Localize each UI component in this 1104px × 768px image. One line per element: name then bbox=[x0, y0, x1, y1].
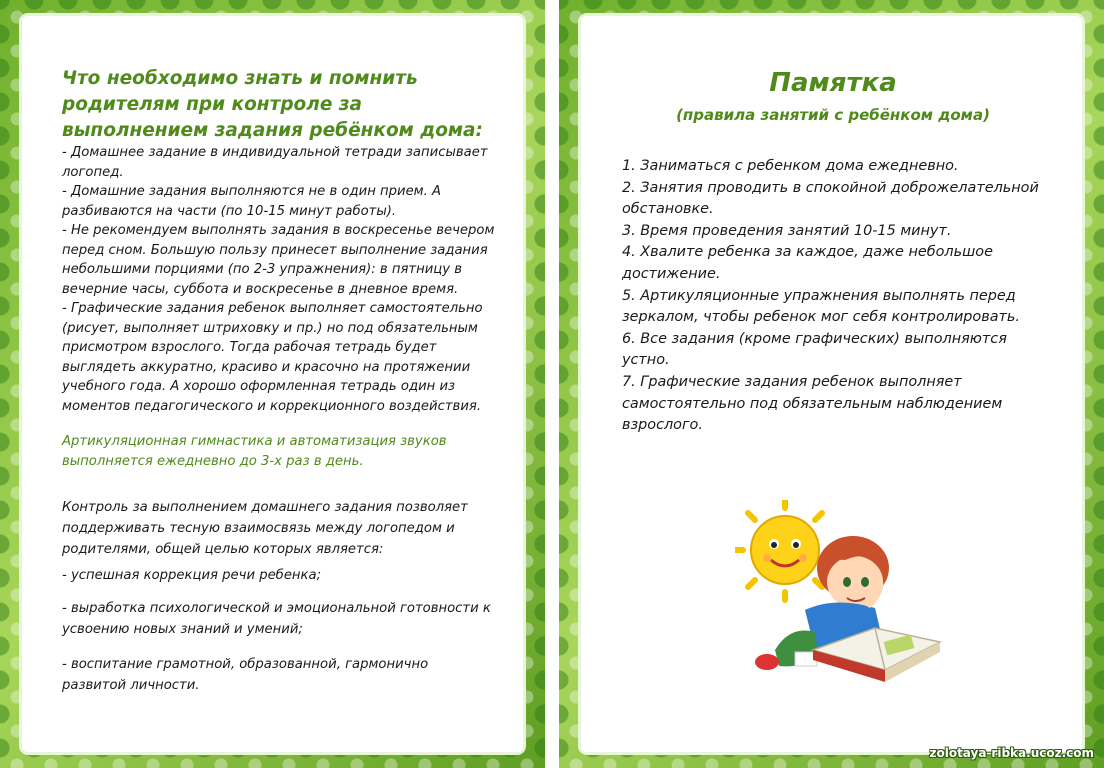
watermark-text: zolotaya-ribka.ucoz.com bbox=[929, 746, 1094, 760]
goal-bullet: - воспитание грамотной, образованной, гармонично развитой личности. bbox=[62, 657, 429, 693]
rules-list bbox=[622, 156, 1050, 437]
rule-item: 4. Хвалите ребенка за каждое, даже небольшое достижение. bbox=[622, 244, 993, 282]
left-paragraph: - Не рекомендуем выполнять задания в воскресенье вечером перед сном. Большую пользу принесет выполнение задания небольшими порциями (по 2-3 упражнения): в пятницу в вечерние часы, суббота и воскресенье в дневное время. bbox=[62, 223, 495, 297]
left-heading: Что необходимо знать и помнить родителям при контроле за выполнением задания ребёнком дома: bbox=[62, 68, 483, 141]
rule-item: 6. Все задания (кроме графических) выполняются устно. bbox=[622, 330, 1007, 369]
rule-item: 5. Артикуляционные упражнения выполнять перед зеркалом, чтобы ребенок мог себя контролировать. bbox=[622, 287, 1020, 326]
left-paragraph: - Графические задания ребенок выполняет самостоятельно (рисует, выполняет штриховку и пр.) но под обязательным присмотром взрослого. Тогда рабочая тетрадь будет выглядеть аккуратно, красиво и красочно на протяжении учебного года. А хорошо оформленная тетрадь один из моментов педагогического и коррекционного воздействия. bbox=[62, 301, 483, 414]
left-body bbox=[62, 143, 496, 416]
memo-title: Памятка bbox=[769, 68, 897, 98]
control-intro: Контроль за выполнением домашнего задания позволяет поддерживать тесную взаимосвязь между логопедом и родителями, общей целью которых является: bbox=[62, 500, 468, 557]
articulation-note: Артикуляционная гимнастика и автоматизация звуков выполняется ежедневно до 3-х раз в день. bbox=[62, 434, 447, 469]
goal-bullet: - выработка психологической и эмоциональной готовности к усвоению новых знаний и умений; bbox=[62, 601, 491, 637]
rule-item: 2. Занятия проводить в спокойной доброжелательной обстановке. bbox=[622, 179, 1039, 218]
rule-item: 7. Графические задания ребенок выполняет самостоятельно под обязательным наблюдением взрослого. bbox=[622, 373, 1003, 434]
rule-item: 1. Заниматься с ребенком дома ежедневно. bbox=[622, 158, 959, 174]
memo-subtitle: (правила занятий с ребёнком дома) bbox=[676, 106, 990, 124]
boy-with-book-and-sun-illustration bbox=[735, 500, 950, 700]
rule-item: 3. Время проведения занятий 10-15 минут. bbox=[622, 222, 952, 239]
page-gap bbox=[545, 0, 559, 768]
left-paragraph: - Домашнее задание в индивидуальной тетради записывает логопед. bbox=[62, 145, 488, 180]
left-paragraph: - Домашние задания выполняются не в один прием. А разбиваются на части (по 10-15 минут работы). bbox=[62, 184, 442, 219]
goal-bullet: - успешная коррекция речи ребенка; bbox=[62, 568, 322, 583]
sun-icon bbox=[735, 500, 835, 600]
